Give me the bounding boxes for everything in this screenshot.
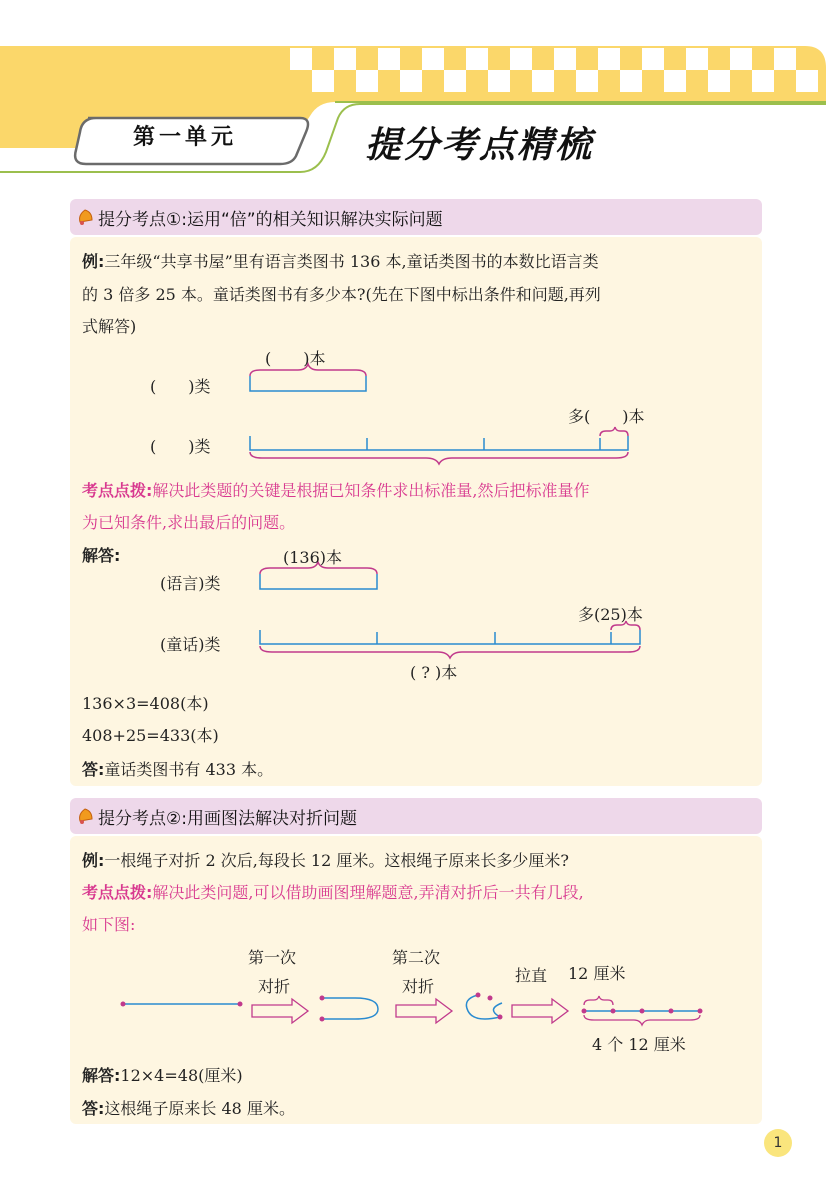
blank-top-label: ( )本 [265,349,326,368]
tip2-line-2: 如下图: [82,915,136,934]
example-line-1: 例:三年级“共享书屋”里有语言类图书 136 本,童话类图书的本数比语言类 [82,252,599,271]
filled-top-label: (136)本 [283,548,343,567]
calc-line-1: 136×3=408(本) [82,694,209,713]
filled-line-diagram [0,560,830,660]
final-answer-2: 答:这根绳子原来长 48 厘米。 [82,1099,295,1118]
page-title: 提分考点精梳 [365,125,594,166]
blank-line-diagram [0,340,830,470]
page-number: 1 [764,1129,792,1157]
filled-row1-label: (语言)类 [160,574,221,593]
second-fold-label-1: 第二次 [392,948,441,967]
second-fold-label-2: 对折 [402,977,435,996]
answer2-line: 解答:12×4=48(厘米) [82,1066,243,1085]
filled-extra-label: 多(25)本 [578,605,643,624]
section1-header [70,199,762,235]
section2-header [70,798,762,834]
filled-bottom-label: ( ? )本 [410,663,458,682]
filled-row2-label: (童话)类 [160,635,221,654]
calc-line-2: 408+25=433(本) [82,726,219,745]
straighten-label: 拉直 [515,966,548,985]
example-line-2: 的 3 倍多 25 本。童话类图书有多少本?(先在下图中标出条件和问题,再列 [82,285,601,304]
first-fold-label-1: 第一次 [248,948,297,967]
tip2-line-1: 考点点拨:解决此类问题,可以借助画图理解题意,弄清对折后一共有几段, [82,883,584,902]
answer-label: 解答: [82,546,121,565]
final-answer-1: 答:童话类图书有 433 本。 [82,760,274,779]
example-line-3: 式解答) [82,317,137,336]
tip-line-1: 考点点拨:解决此类题的关键是根据已知条件求出标准量,然后把标准量作 [82,481,590,500]
blank-row2-label: ( )类 [150,437,211,456]
total-segments-label: 4 个 12 厘米 [592,1035,686,1054]
segment-label: 12 厘米 [568,964,626,983]
section2-title: 提分考点②:用画图法解决对折问题 [98,809,357,829]
first-fold-label-2: 对折 [258,977,291,996]
section1-title: 提分考点①:运用“倍”的相关知识解决实际问题 [98,210,443,230]
example-label: 例: [82,252,105,271]
bell-icon [76,806,96,826]
tip-label: 考点点拨: [82,481,153,500]
blank-extra-label: 多( )本 [568,407,645,426]
example2-line: 例:一根绳子对折 2 次后,每段长 12 厘米。这根绳子原来长多少厘米? [82,851,569,870]
unit-label: 第一单元 [132,125,237,150]
bell-icon [76,207,96,227]
blank-row1-label: ( )类 [150,377,211,396]
tip-line-2: 为已知条件,求出最后的问题。 [82,513,296,532]
